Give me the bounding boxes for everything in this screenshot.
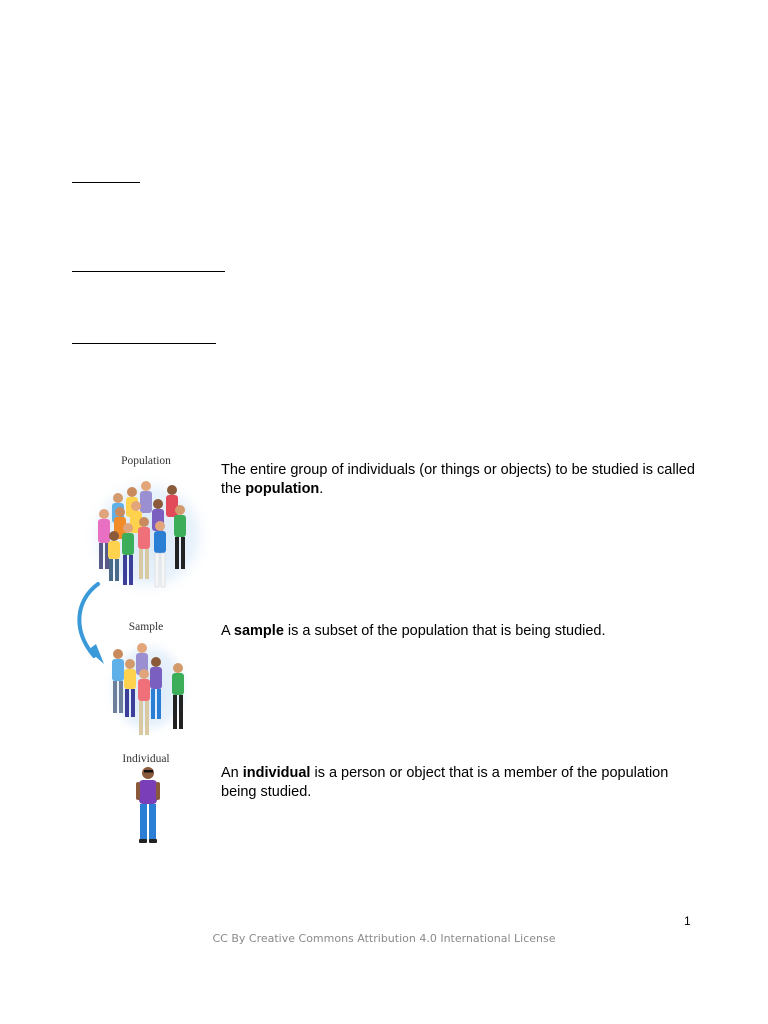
blank-line-2: [72, 271, 225, 272]
sample-definition: [221, 622, 701, 641]
license-footer: CC By Creative Commons Attribution 4.0 International License: [212, 932, 556, 945]
individual-label: Individual: [122, 753, 170, 765]
blank-line-1: [72, 182, 140, 183]
sample-label: Sample: [128, 621, 164, 633]
individual-definition: [221, 764, 701, 802]
sample-definition-text: A: [221, 623, 234, 639]
sample-definition-end: is a subset of the population that is being studied.: [283, 623, 606, 639]
individual-illustration: [128, 764, 168, 846]
page-number: 1: [684, 914, 691, 928]
blank-line-3: [72, 343, 216, 344]
individual-definition-text: An: [221, 765, 243, 781]
population-definition-text: The entire group of individuals (or things or objects) to be studied is called the: [221, 462, 695, 497]
sample-illustration: [100, 634, 196, 744]
population-term: population: [245, 481, 320, 497]
population-definition: [221, 461, 701, 499]
individual-definition-end: is a person or object that is a member of the population being studied.: [221, 765, 669, 800]
population-definition-end: .: [319, 481, 324, 497]
individual-term: individual: [242, 765, 311, 781]
population-label: Population: [121, 455, 171, 467]
sample-term: sample: [233, 623, 284, 639]
